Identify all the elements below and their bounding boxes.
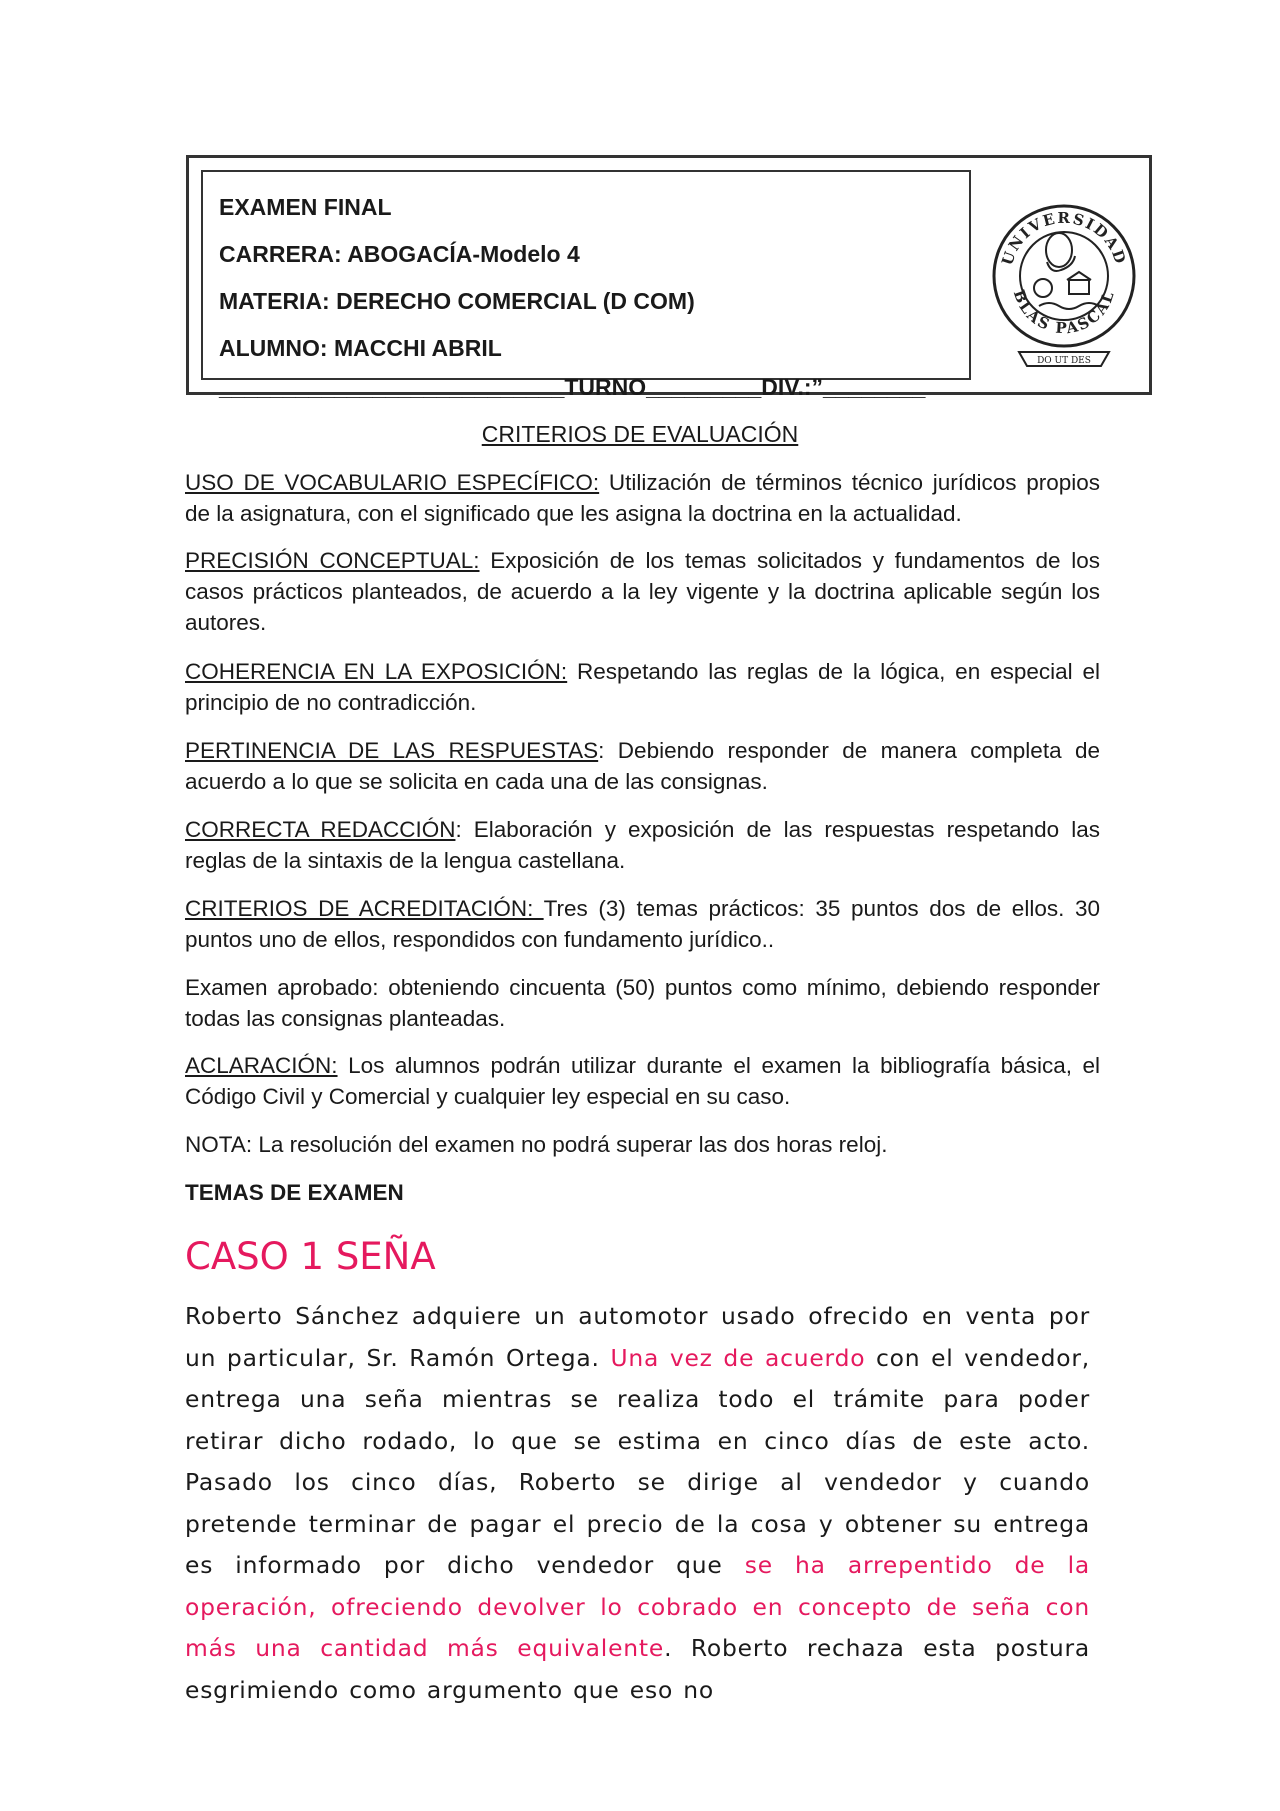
criterio-label: PERTINENCIA DE LAS RESPUESTAS	[185, 738, 599, 763]
criterio-label: PRECISIÓN CONCEPTUAL:	[185, 548, 480, 573]
criterio-label: CORRECTA REDACCIÓN	[185, 817, 456, 842]
materia-line: MATERIA: DERECHO COMERCIAL (D COM)	[219, 288, 695, 314]
svg-text:BLAS PASCAL: BLAS PASCAL	[1009, 287, 1119, 338]
caso1-text-part: Roberto Sánchez adquiere un automotor usado ofrecido en venta por un particular, Sr. Ramón Ortega.	[185, 1302, 1090, 1372]
alumno-line: ALUMNO: MACCHI ABRIL	[219, 335, 502, 361]
criterio-coherencia	[185, 656, 1100, 718]
criterio-text: Utilización de términos técnico jurídicos propios de la asignatura, con el significado que les asigna la doctrina en la actualidad.	[185, 470, 1100, 526]
criterio-label: CRITERIOS DE ACREDITACIÓN:	[185, 896, 544, 921]
criterio-precision	[185, 545, 1100, 638]
carrera-line: CARRERA: ABOGACÍA-Modelo 4	[219, 241, 580, 267]
caso1-text-part: con el vendedor, entrega una seña mientras se realiza todo el trámite para poder retirar dicho rodado, lo que se estima en cinco días de este acto. Pasado los cinco días, Roberto se dirige al vendedor y cuando pretende terminar de pagar el precio de la cosa y obtener su entrega es informado por dicho vendedor que	[185, 1343, 1090, 1579]
nota: NOTA: La resolución del examen no podrá superar las dos horas reloj.	[185, 1132, 888, 1157]
criterios-title: CRITERIOS DE EVALUACIÓN	[481, 421, 799, 447]
caso1-title: CASO 1 SEÑA	[185, 1235, 436, 1278]
caso1-text	[185, 1296, 1090, 1711]
criterio-label: COHERENCIA EN LA EXPOSICIÓN:	[185, 659, 568, 684]
criterio-text: : Elaboración y exposición de las respuestas respetando las reglas de la sintaxis de la lengua castellana.	[185, 817, 1101, 873]
criterio-pertinencia	[185, 735, 1100, 797]
aclaracion-label: ACLARACIÓN:	[185, 1053, 338, 1078]
caso1-text-part: . Roberto rechaza esta postura esgrimiendo como argumento que eso no	[185, 1634, 1090, 1704]
criterio-text: Exposición de los temas solicitados y fundamentos de los casos prácticos planteados, de acuerdo a la ley vigente y la doctrina aplicable según los autores.	[185, 548, 1100, 635]
criterio-text: Tres (3) temas prácticos: 35 puntos dos de ellos. 30 puntos uno de ellos, respondidos con fundamento jurídico..	[185, 896, 1100, 952]
exam-title: EXAMEN FINAL	[219, 194, 392, 220]
criterio-label: USO DE VOCABULARIO ESPECÍFICO:	[185, 470, 600, 495]
svg-text:DO UT DES: DO UT DES	[1037, 356, 1091, 366]
criterio-text: Respetando las reglas de la lógica, en especial el principio de no contradicción.	[185, 659, 1100, 715]
temas-title: TEMAS DE EXAMEN	[185, 1180, 404, 1205]
criterio-text: : Debiendo responder de manera completa de acuerdo a lo que se solicita en cada una de las consignas.	[185, 738, 1100, 794]
caso1-highlight: se ha arrepentido de la operación, ofreciendo devolver lo cobrado en concepto de seña con más una cantidad más equivalente	[185, 1551, 1091, 1662]
criterio-vocabulario	[185, 467, 1100, 529]
university-logo	[989, 170, 1139, 382]
aclaracion-text: Los alumnos podrán utilizar durante el examen la bibliografía básica, el Código Civil y Comercial y cualquier ley especial en su caso.	[185, 1053, 1100, 1109]
aclaracion	[185, 1050, 1100, 1112]
svg-text:UNIVERSIDAD: UNIVERSIDAD	[998, 208, 1130, 268]
caso1-highlight: Una vez de acuerdo	[610, 1343, 866, 1372]
examen-aprobado: Examen aprobado: obteniendo cincuenta (50) puntos como mínimo, debiendo responder todas las consignas planteadas.	[185, 975, 1100, 1031]
turno-line: ___________________________TURNO_________DIV.:”________	[219, 374, 926, 400]
header-box	[186, 155, 1152, 400]
criterio-acreditacion	[185, 893, 1100, 955]
exam-info-box	[201, 170, 971, 400]
criterio-redaccion	[185, 814, 1100, 876]
